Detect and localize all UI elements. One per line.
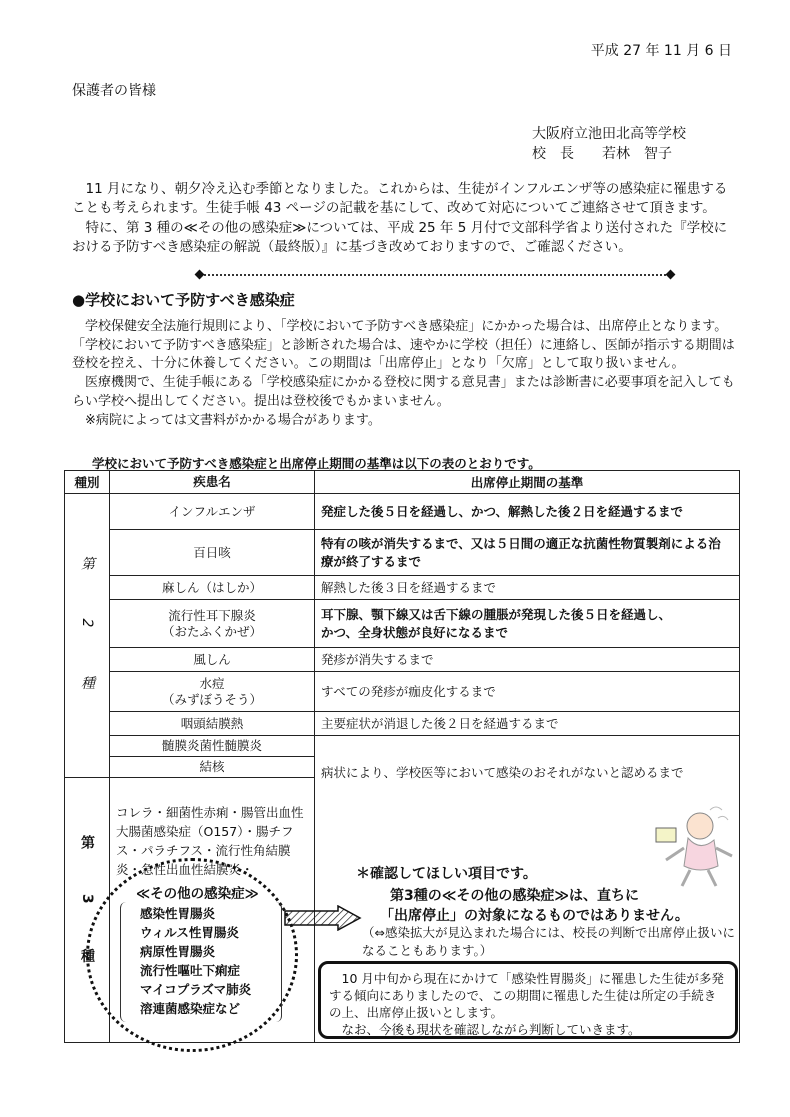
table-row (65, 494, 740, 530)
category-2-cell (65, 494, 110, 778)
other-infections-title: ≪その他の感染症≫ (136, 885, 259, 902)
disease-name: インフルエンザ (110, 494, 315, 530)
criteria-text: 耳下腺、顎下線又は舌下線の腫脹が発現した後５日を経過し、 かつ、全身状態が良好になるまで (315, 600, 740, 648)
list-item: マイコプラズマ肺炎 (140, 981, 252, 997)
section-paragraph-3: ※病院によっては文書料がかかる場合があります。 (85, 413, 381, 428)
note-line-1: 第3種の≪その他の感染症≫は、直ちに (390, 888, 640, 904)
section-paragraph-1: 学校保健安全法施行規則により、「学校において予防すべき感染症」にかかった場合は、出席停止となります。「学校において予防すべき感染症」と診断された場合は、速やかに学校（担任）に連絡し、医師が指示する期間は登校を控え、十分に休養してください。この期間は「出席停止」となり「欠席」として取り扱いません。 (72, 319, 735, 371)
disease-name: 百日咳 (110, 530, 315, 576)
divider-diamond-left (195, 270, 205, 280)
criteria-text: 特有の咳が消失するまで、又は５日間の適正な抗菌性物質製剤による治療が終了するまで (315, 530, 740, 576)
table-caption: 学校において予防すべき感染症と出席停止期間の基準は以下の表のとおりです。 (92, 456, 541, 471)
intro-paragraph-1: 11 月になり、朝夕冷え込む季節となりました。これからは、生徒がインフルエンザ等の感染症に罹患することも考えられます。生徒手帳 43 ページの記載を基にして、改めて対応についてご連絡させて頂きます。 (72, 181, 728, 216)
note-line-3: （⇔感染拡大が見込まれた場合には、校長の判断で出席停止扱いになることもあります。） (362, 925, 735, 958)
addressee: 保護者の皆様 (72, 83, 156, 99)
table-row (65, 576, 740, 600)
table-row (65, 736, 740, 757)
sick-person-illustration (648, 800, 740, 890)
header-criteria: 出席停止期間の基準 (315, 471, 740, 494)
school-name: 大阪府立池田北高等学校 (532, 126, 686, 142)
list-item: ウィルス性胃腸炎 (140, 924, 239, 940)
criteria-text: 主要症状が消退した後２日を経過するまで (315, 712, 740, 736)
category-3-list: コレラ・細菌性赤痢・腸管出血性大腸菌感染症（O157）・腸チフス・パラチフス・流行性角結膜炎・急性出血性結膜炎・ (116, 804, 304, 877)
disease-name: 流行性耳下腺炎 （おたふくかぜ） (110, 600, 315, 648)
dotted-divider (200, 274, 670, 276)
criteria-text: 解熱した後３日を経過するまで (315, 576, 740, 600)
section-title: ●学校において予防すべき感染症 (72, 291, 295, 309)
callout-paragraph-2: なお、今後も現状を確認しながら判断していきます。 (341, 1022, 641, 1037)
disease-name: 水痘 （みずぼうそう） (110, 672, 315, 712)
category-3-label: 第 3 種 (79, 834, 95, 983)
note-title: ＊確認してほしい項目です。 (356, 866, 537, 882)
criteria-text: 発疹が消失するまで (315, 648, 740, 672)
table-row (65, 530, 740, 576)
header-type: 種別 (65, 471, 110, 494)
note-line-2: 「出席停止」の対象になるものではありません。 (380, 908, 689, 924)
table-row (65, 712, 740, 736)
principal-name: 校 長 若林 智子 (532, 146, 672, 162)
letter-date: 平成 27 年 11 月 6 日 (590, 43, 732, 59)
criteria-text: 発症した後５日を経過し、かつ、解熱した後２日を経過するまで (315, 494, 740, 530)
criteria-text: すべての発疹が痂皮化するまで (315, 672, 740, 712)
category-2-label: 第 2 種 (79, 556, 95, 712)
list-item: 流行性嘔吐下痢症 (140, 962, 241, 978)
disease-name: 結核 (110, 757, 315, 778)
section-paragraph-2: 医療機関で、生徒手帳にある「学校感染症にかかる登校に関する意見書」または診断書に必要事項を記入してもらい学校へ提出してください。提出は登校後でもかまいません。 (72, 375, 735, 409)
disease-name: 麻しん（はしか） (110, 576, 315, 600)
disease-name: 髄膜炎菌性髄膜炎 (110, 736, 315, 757)
table-row (65, 672, 740, 712)
right-arrow-icon (284, 905, 362, 931)
divider-diamond-right (666, 270, 676, 280)
list-bracket (120, 902, 282, 1022)
table-row (65, 600, 740, 648)
header-disease: 疾患名 (110, 471, 315, 494)
shared-criteria: 病状により、学校医等において感染のおそれがないと認めるまで (315, 736, 740, 1043)
table-header-row (65, 471, 740, 494)
list-item: 感染性胃腸炎 (140, 905, 216, 921)
disease-name: 風しん (110, 648, 315, 672)
intro-paragraph-2: 特に、第 3 種の≪その他の感染症≫については、平成 25 年 5 月付で文部科学省より送付された『学校における予防すべき感染症の解説（最終版）』に基づき改めておりますので、ご確認ください。 (72, 220, 728, 255)
list-item: 病原性胃腸炎 (140, 943, 216, 959)
callout-box (318, 961, 738, 1039)
list-item: 溶連菌感染症など (140, 1000, 241, 1016)
table-row (65, 648, 740, 672)
callout-paragraph-1: 10 月中旬から現在にかけて「感染性胃腸炎」に罹患した生徒が多発する傾向にありましたので、この期間に罹患した生徒は所定の手続きの上、出席停止扱いとします。 (329, 971, 724, 1020)
disease-name: 咽頭結膜熱 (110, 712, 315, 736)
